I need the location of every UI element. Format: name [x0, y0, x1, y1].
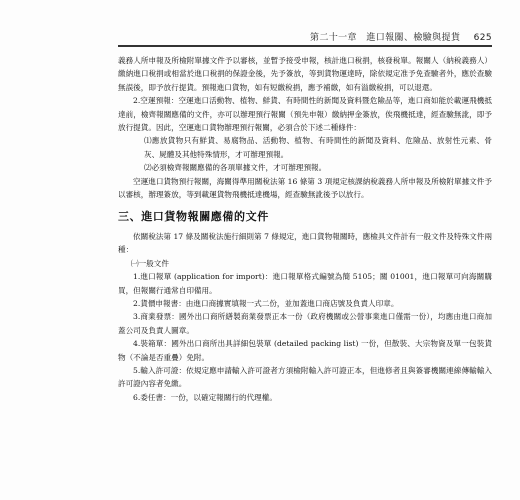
- section-heading: 三、進口貨物報關應備的文件: [118, 210, 269, 224]
- header-rule: [118, 45, 492, 47]
- running-header: [262, 30, 492, 43]
- list-item: 4.裝箱單：國外出口商所出具詳細包裝單 (detailed packing list) 一份，但散裝、大宗物資及單一包裝貨物（不論是否重疊）免附。: [118, 339, 492, 362]
- paragraph: 2.空運預報：空運進口活動物、植物、鮮貨、有時間性的新聞及資料暨危險品等，進口商如能於載運飛機抵達前，檢齊報關應備的文件，亦可以辦理預行報關（預先申報）繳納押金簽放，俟飛機抵達，經查驗無訛，即予放行提貨。因此，空運進口貨物辦理預行報關，必須合於下述二種條件：: [118, 96, 492, 133]
- list-item: 3.商業發票：國外出口商所繕製商業發票正本一份（政府機關或公營事業進口僅需一份），均應由進口商加蓋公司及負責人圖章。: [118, 312, 492, 335]
- list-item: ⑵必須檢齊報關應備的各項單據文件，才可辦理預報。: [144, 163, 327, 173]
- list-item: 1.進口報單 (application for import)：進口報單格式編號為簡 5105；關 01001，進口報單可向海關購買，但報關行通常自印備用。: [118, 272, 492, 295]
- list-item: 2.貨價申報書：由進口商據實填報一式二份，並加蓋進口商店號及負責人印章。: [133, 298, 399, 308]
- page-number: 625: [473, 33, 492, 43]
- paragraph: 依關稅法第 17 條及關稅法施行細則第 7 條規定，進口貨物報關時，應檢具文件計有一般文件及特殊文件兩種：: [118, 231, 492, 255]
- paragraph: 空運進口貨物預行報關，海關得準用關稅法第 16 條第 3 項規定核課納稅義務人所申報及所檢附單據文件予以審核，辦理簽放，等到載運貨物飛機抵達機場，經查驗無訛後予以放行。: [118, 176, 492, 200]
- list-item: ⑴應放貨物只有鮮貨、易腐物品、活動物、植物、有時間性的新聞及資料、危險品、放射性元素、骨灰、屍體及其他特殊情形，才可辦理預報。: [144, 136, 492, 159]
- chapter-title: 第二十一章 進口報關、檢驗與提貨: [309, 33, 461, 43]
- list-item: 6.委任書：一份，以確定報關行的代理權。: [133, 392, 277, 402]
- paragraph: 義務人所申報及所檢附單據文件予以審核，並暫予接受申報，核計進口稅捐，核發稅單。報關人（納稅義務人）繳納進口稅捐或相當於進口稅捐的保證金後，先予簽放，等到貨物運達時，除依規定准予免查驗者外，應於查驗無誤後，即予放行提貨。預報進口貨物，如有短繳稅捐，應予補繳，如有溢繳稅捐，可以退還。: [118, 56, 492, 92]
- body-text: [118, 54, 492, 404]
- list-item: 5.輸入許可證：依規定應申請輸入許可證者方須檢附輸入許可證正本，但進修者且與簽審機關連線傳輸輸入許可證內容者免繳。: [118, 365, 492, 389]
- subsection-heading: ㈠一般文件: [131, 258, 169, 268]
